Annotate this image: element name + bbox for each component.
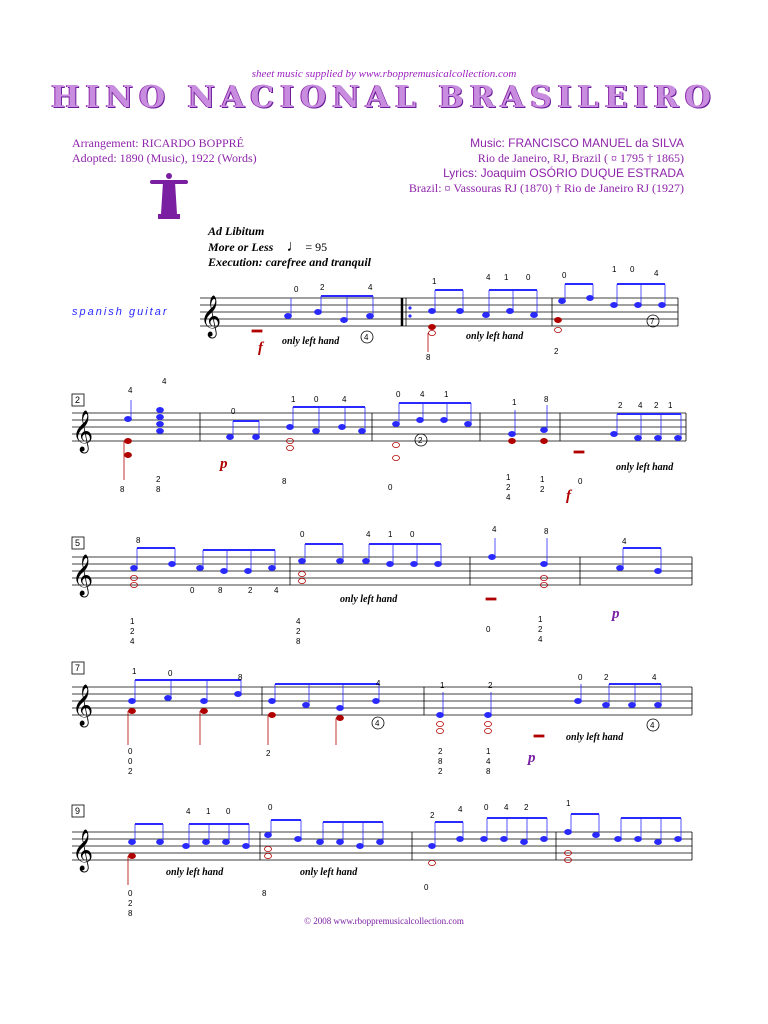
- svg-text:8: 8: [426, 353, 431, 362]
- quarter-note-icon: ♩: [286, 238, 303, 255]
- svg-text:4: 4: [654, 269, 659, 278]
- treble-clef-icon: 𝄞: [200, 296, 222, 337]
- bass-notes-system-5: [128, 846, 572, 885]
- expression-only-left-hand: only left hand: [300, 867, 358, 878]
- svg-text:4: 4: [486, 273, 491, 282]
- string-number-circles: [361, 315, 659, 731]
- svg-text:9: 9: [75, 806, 81, 816]
- svg-text:2: 2: [554, 347, 559, 356]
- svg-text:4: 4: [366, 530, 371, 539]
- score-title: HINO NACIONAL BRASILEIRO: [51, 80, 717, 115]
- svg-text:2: 2: [156, 475, 161, 484]
- adopted-credit: Adopted: 1890 (Music), 1922 (Words): [72, 151, 257, 165]
- svg-text:2: 2: [296, 627, 301, 636]
- tempo-more-or-less: More or Less: [208, 240, 274, 254]
- fingering-numbers: [120, 265, 673, 918]
- svg-text:4: 4: [376, 679, 381, 688]
- svg-text:2: 2: [320, 283, 325, 292]
- svg-text:1: 1: [440, 681, 445, 690]
- svg-text:2: 2: [128, 767, 133, 776]
- expression-only-left-hand: only left hand: [566, 732, 624, 743]
- svg-text:0: 0: [562, 271, 567, 280]
- svg-text:8: 8: [156, 485, 161, 494]
- treble-clef-icon: 𝄞: [72, 685, 94, 726]
- staff-system-1: [200, 298, 678, 326]
- tempo-line-1: Ad Libitum: [208, 224, 265, 238]
- measure-number-box: [72, 537, 84, 549]
- svg-text:1: 1: [668, 401, 673, 410]
- svg-text:1: 1: [388, 530, 393, 539]
- staff-system-4: [72, 687, 692, 715]
- arrangement-credit: Arrangement: RICARDO BOPPRÉ: [72, 136, 244, 150]
- svg-text:4: 4: [458, 805, 463, 814]
- svg-text:0: 0: [128, 889, 133, 898]
- svg-text:1: 1: [506, 473, 511, 482]
- svg-text:4: 4: [296, 617, 301, 626]
- svg-text:2: 2: [430, 811, 435, 820]
- svg-text:2: 2: [438, 767, 443, 776]
- string-number: [415, 434, 427, 446]
- expression-only-left-hand: only left hand: [166, 867, 224, 878]
- svg-text:2: 2: [248, 586, 253, 595]
- svg-text:2: 2: [524, 803, 529, 812]
- treble-clef-icon: 𝄞: [72, 555, 94, 596]
- svg-text:2: 2: [488, 681, 493, 690]
- svg-text:4: 4: [368, 283, 373, 292]
- treble-clef-icon: 𝄞: [72, 830, 94, 871]
- notes-system-3: [131, 538, 662, 574]
- staff-system-3: [72, 557, 692, 585]
- svg-text:0: 0: [231, 407, 236, 416]
- svg-text:1: 1: [444, 390, 449, 399]
- svg-text:0: 0: [168, 669, 173, 678]
- dynamic-forte: f: [258, 340, 263, 356]
- svg-text:0: 0: [424, 883, 429, 892]
- svg-text:2: 2: [130, 627, 135, 636]
- notes-system-5: [129, 814, 682, 849]
- svg-text:4: 4: [622, 537, 627, 546]
- instrument-name: spanish guitar: [72, 306, 169, 318]
- notes-system-4: [129, 680, 662, 718]
- svg-text:2: 2: [266, 749, 271, 758]
- dynamic-piano: p: [612, 606, 620, 622]
- svg-text:2: 2: [654, 401, 659, 410]
- svg-text:1: 1: [291, 395, 296, 404]
- svg-text:2: 2: [418, 436, 423, 445]
- svg-text:4: 4: [420, 390, 425, 399]
- measure-number-box: [72, 805, 84, 817]
- svg-text:0: 0: [578, 673, 583, 682]
- svg-text:2: 2: [438, 747, 443, 756]
- svg-text:2: 2: [618, 401, 623, 410]
- svg-text:4: 4: [128, 386, 133, 395]
- metronome-value: = 95: [305, 240, 328, 254]
- svg-text:0: 0: [300, 530, 305, 539]
- svg-text:8: 8: [544, 395, 549, 404]
- svg-text:1: 1: [540, 475, 545, 484]
- svg-text:8: 8: [282, 477, 287, 486]
- expression-only-left-hand: only left hand: [466, 331, 524, 342]
- svg-text:8: 8: [238, 673, 243, 682]
- svg-text:1: 1: [566, 799, 571, 808]
- svg-text:1: 1: [512, 398, 517, 407]
- svg-text:8: 8: [296, 637, 301, 646]
- svg-text:1: 1: [132, 667, 137, 676]
- dynamic-piano: p: [220, 456, 228, 472]
- notes-system-1: [285, 284, 666, 323]
- svg-text:0: 0: [128, 757, 133, 766]
- svg-text:8: 8: [136, 536, 141, 545]
- svg-text:4: 4: [274, 586, 279, 595]
- svg-text:8: 8: [486, 767, 491, 776]
- svg-text:1: 1: [432, 277, 437, 286]
- svg-text:8: 8: [120, 485, 125, 494]
- svg-text:2: 2: [540, 485, 545, 494]
- svg-text:0: 0: [578, 477, 583, 486]
- measure-number-box: [72, 394, 84, 406]
- svg-text:4: 4: [506, 493, 511, 502]
- svg-text:7: 7: [650, 317, 655, 326]
- bass-notes-system-4: [128, 708, 544, 745]
- svg-text:4: 4: [342, 395, 347, 404]
- svg-text:1: 1: [538, 615, 543, 624]
- svg-text:0: 0: [314, 395, 319, 404]
- svg-text:4: 4: [638, 401, 643, 410]
- expression-only-left-hand: only left hand: [282, 336, 340, 347]
- music-credit: Music: FRANCISCO MANUEL da SILVA: [470, 136, 684, 150]
- svg-text:8: 8: [218, 586, 223, 595]
- svg-text:8: 8: [128, 909, 133, 918]
- staff-system-2: [72, 413, 686, 441]
- svg-text:4: 4: [504, 803, 509, 812]
- svg-text:0: 0: [190, 586, 195, 595]
- treble-clef-icon: 𝄞: [72, 411, 94, 452]
- svg-text:1: 1: [612, 265, 617, 274]
- bass-notes-system-2: [124, 438, 584, 480]
- svg-text:8: 8: [438, 757, 443, 766]
- svg-text:2: 2: [538, 625, 543, 634]
- svg-text:4: 4: [652, 673, 657, 682]
- svg-text:5: 5: [75, 538, 81, 548]
- string-number: [647, 719, 659, 731]
- svg-text:4: 4: [650, 721, 655, 730]
- dynamic-forte: f: [566, 488, 571, 504]
- svg-text:4: 4: [162, 377, 167, 386]
- svg-text:1: 1: [504, 273, 509, 282]
- svg-text:0: 0: [128, 747, 133, 756]
- svg-text:1: 1: [206, 807, 211, 816]
- svg-text:0: 0: [410, 530, 415, 539]
- svg-text:0: 0: [486, 625, 491, 634]
- string-number: [647, 315, 659, 327]
- svg-text:0: 0: [526, 273, 531, 282]
- svg-text:4: 4: [492, 525, 497, 534]
- svg-text:8: 8: [262, 889, 267, 898]
- supplied-by-text: sheet music supplied by www.rboppremusicalcollection.com: [251, 68, 517, 80]
- svg-text:2: 2: [506, 483, 511, 492]
- lyrics-credit: Lyrics: Joaquim OSÓRIO DUQUE ESTRADA: [443, 166, 684, 180]
- svg-text:1: 1: [130, 617, 135, 626]
- lyrics-place-credit: Brazil: ¤ Vassouras RJ (1870) † Rio de Janeiro RJ (1927): [408, 181, 684, 195]
- svg-text:0: 0: [388, 483, 393, 492]
- svg-text:0: 0: [630, 265, 635, 274]
- svg-text:7: 7: [75, 663, 81, 673]
- svg-text:0: 0: [396, 390, 401, 399]
- dynamic-piano: p: [528, 750, 536, 766]
- svg-text:4: 4: [538, 635, 543, 644]
- svg-text:1: 1: [486, 747, 491, 756]
- svg-text:4: 4: [486, 757, 491, 766]
- string-number: [361, 331, 373, 343]
- expression-only-left-hand: only left hand: [340, 594, 398, 605]
- svg-text:4: 4: [130, 637, 135, 646]
- svg-text:2: 2: [604, 673, 609, 682]
- string-number: [372, 717, 384, 729]
- svg-text:4: 4: [186, 807, 191, 816]
- measure-number-box: [72, 662, 84, 674]
- tempo-line-3: Execution: carefree and tranquil: [208, 255, 372, 269]
- svg-text:0: 0: [226, 807, 231, 816]
- music-place-credit: Rio de Janeiro, RJ, Brazil ( ¤ 1795 † 1865): [477, 151, 684, 165]
- svg-text:2: 2: [128, 899, 133, 908]
- svg-text:0: 0: [268, 803, 273, 812]
- expression-only-left-hand: only left hand: [616, 462, 674, 473]
- svg-text:8: 8: [544, 527, 549, 536]
- svg-text:2: 2: [75, 395, 81, 405]
- svg-text:0: 0: [484, 803, 489, 812]
- svg-text:4: 4: [364, 333, 369, 342]
- copyright-footer: © 2008 www.rboppremusicalcollection.com: [304, 916, 464, 926]
- svg-text:4: 4: [375, 719, 380, 728]
- svg-text:0: 0: [294, 285, 299, 294]
